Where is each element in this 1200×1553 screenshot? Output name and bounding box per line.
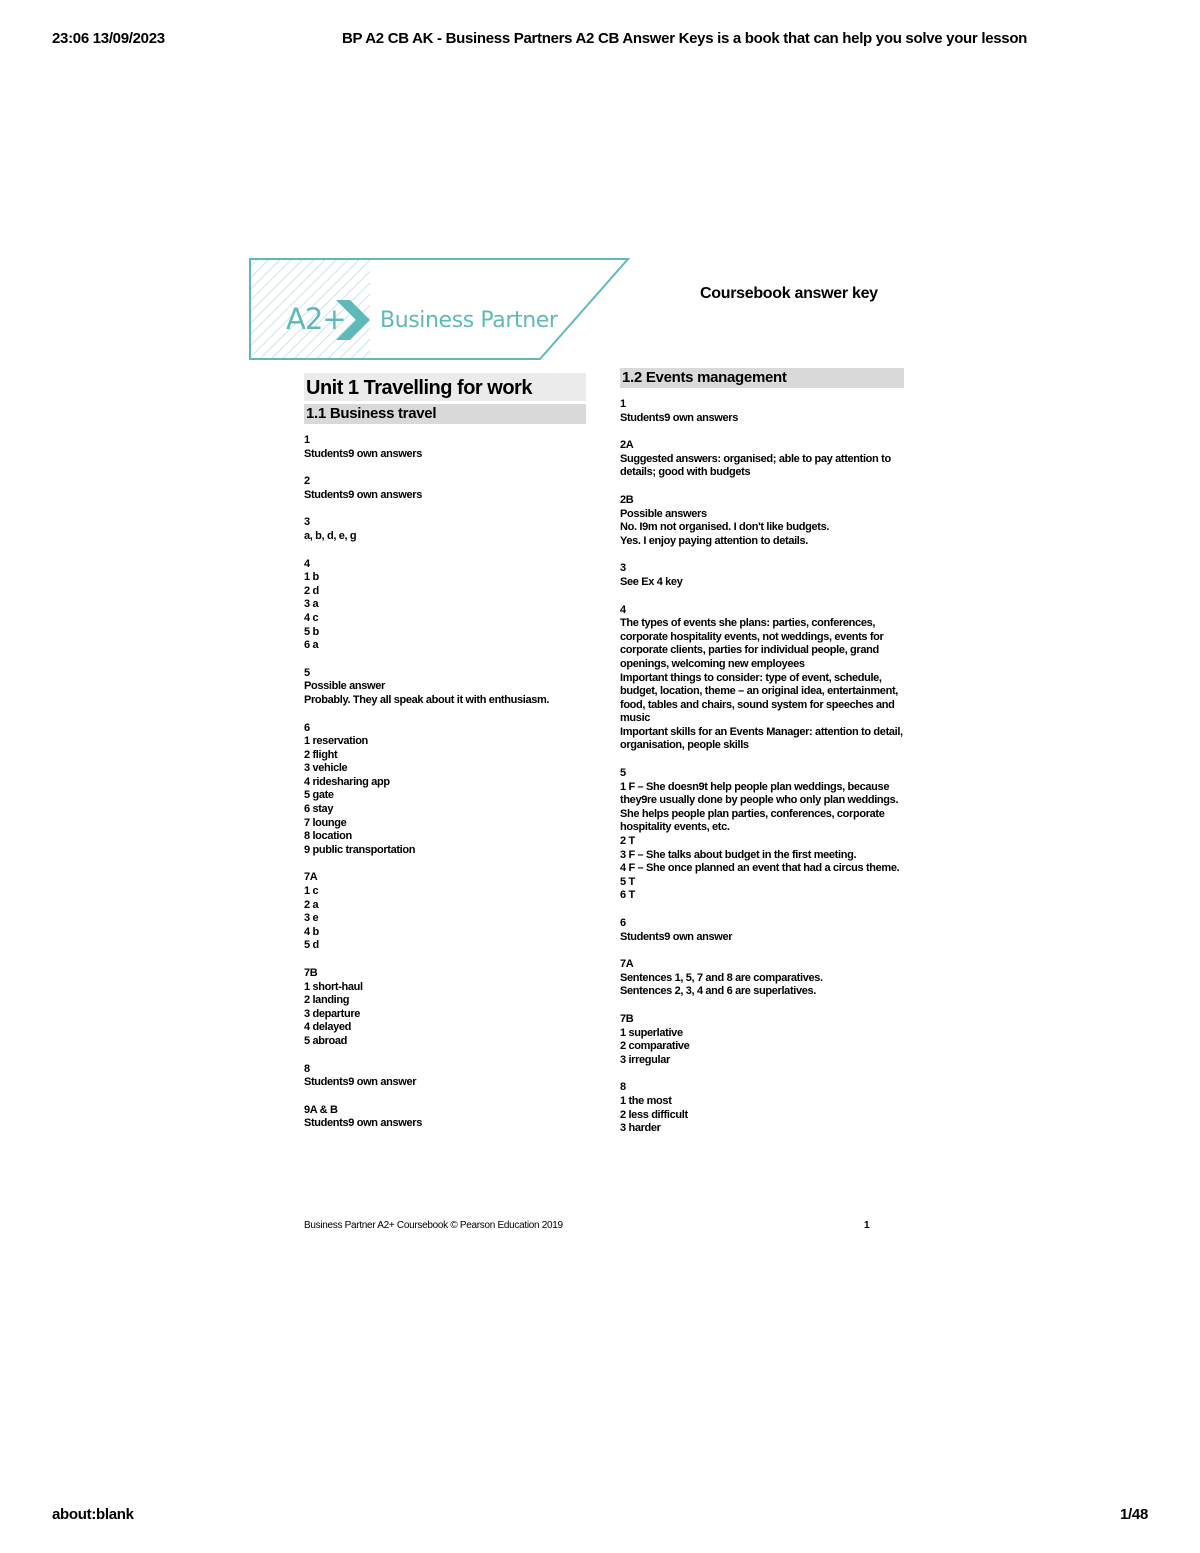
answer-line: Sentences 1, 5, 7 and 8 are comparatives. (620, 971, 823, 984)
exercise-number: 1 (304, 434, 310, 446)
exercise-number: 6 (304, 721, 310, 734)
exercise-number: 1 (620, 398, 626, 410)
answer-line: 2 T (620, 835, 635, 848)
exercise-item (304, 871, 586, 953)
logo-brand: Business Partner (380, 308, 558, 333)
page-footer-copyright: Business Partner A2+ Coursebook © Pearson Education 2019 (304, 1220, 563, 1231)
answer-line: Possible answers (620, 507, 707, 520)
exercise-number: 2 (304, 475, 310, 488)
exercise-number: 5 (304, 666, 310, 679)
print-page-count: 1/48 (1120, 1506, 1148, 1523)
exercise-item (620, 562, 904, 589)
exercise-list (620, 398, 904, 1136)
answer-line: Students9 own answer (620, 930, 733, 943)
exercise-number: 6 (620, 917, 626, 929)
answer-line: 1 F – She doesn9t help people plan weddings, because they9re usually done by people who only plan weddings. She helps people plan parties, conferences, corporate hospitality events, etc. (620, 780, 899, 834)
answer-line: 6 stay (304, 803, 334, 816)
answer-line: 4 b (304, 925, 319, 938)
exercise-number: 4 (304, 557, 310, 570)
answer-line: a, b, d, e, g (304, 529, 357, 542)
answer-line: 3 irregular (620, 1053, 670, 1066)
exercise-list (304, 434, 586, 1131)
answer-line: 9 public transportation (304, 843, 416, 856)
answer-line: 5 T (620, 875, 635, 888)
answer-line: 3 a (304, 598, 319, 611)
answer-line: 5 abroad (304, 1034, 348, 1047)
answer-line: Students9 own answers (304, 447, 422, 460)
answer-line: 2 landing (304, 994, 350, 1007)
exercise-number: 2B (620, 493, 634, 506)
answer-key-heading: Coursebook answer key (700, 285, 878, 302)
answer-line: 6 a (304, 639, 319, 652)
exercise-item (620, 917, 904, 944)
answer-line: 4 delayed (304, 1021, 351, 1034)
exercise-number: 7B (620, 1012, 634, 1025)
section-title-events-management: 1.2 Events management (620, 368, 904, 388)
answer-line: 8 location (304, 830, 352, 843)
print-datetime: 23:06 13/09/2023 (52, 30, 165, 47)
answer-line: Students9 own answer (304, 1076, 417, 1089)
print-header (52, 30, 1148, 50)
left-column (304, 373, 586, 1145)
exercise-item (620, 958, 904, 999)
answer-line: 1 c (304, 885, 319, 898)
answer-line: 7 lounge (304, 816, 347, 829)
logo-level: A2+ (286, 302, 346, 336)
answer-line: Students9 own answers (620, 411, 738, 424)
answer-line: See Ex 4 key (620, 575, 683, 588)
answer-line: Sentences 2, 3, 4 and 6 are superlatives. (620, 985, 816, 998)
answer-line: Students9 own answers (304, 488, 422, 501)
exercise-item (304, 667, 586, 708)
answer-line: 1 reservation (304, 735, 368, 748)
exercise-item (620, 1081, 904, 1135)
exercise-item (304, 475, 586, 502)
exercise-item (304, 434, 586, 461)
answer-line: 4 F – She once planned an event that had a circus theme. (620, 862, 900, 875)
answer-line: Important things to consider: type of event, schedule, budget, location, theme – an original idea, entertainment, food, tables and chairs, sound system for speeches and music (620, 671, 898, 725)
answer-line: Students9 own answers (304, 1117, 422, 1130)
answer-line: 1 b (304, 571, 319, 584)
right-column (620, 368, 904, 1150)
exercise-item (620, 1013, 904, 1067)
exercise-number: 8 (304, 1062, 310, 1075)
answer-line: 2 flight (304, 748, 338, 761)
exercise-item (304, 967, 586, 1049)
exercise-item (304, 558, 586, 653)
answer-line: 1 superlative (620, 1026, 683, 1039)
print-document-title: BP A2 CB AK - Business Partners A2 CB Answer Keys is a book that can help you solve your lesson (342, 30, 1028, 47)
exercise-item (620, 494, 904, 548)
exercise-item (304, 722, 586, 858)
answer-line: 3 departure (304, 1007, 361, 1020)
exercise-number: 7A (304, 871, 318, 884)
answer-line: 2 less difficult (620, 1108, 688, 1121)
exercise-number: 9A & B (304, 1103, 338, 1116)
answer-line: 4 ridesharing app (304, 775, 390, 788)
answer-line: 3 harder (620, 1122, 661, 1135)
exercise-number: 8 (620, 1081, 626, 1094)
print-url: about:blank (52, 1506, 134, 1523)
exercise-item (620, 767, 904, 903)
answer-line: 1 the most (620, 1094, 672, 1107)
answer-line: 5 d (304, 939, 319, 952)
exercise-number: 3 (304, 516, 310, 529)
unit-title: Unit 1 Travelling for work (304, 373, 586, 401)
exercise-number: 4 (620, 603, 626, 616)
answer-line: 2 d (304, 584, 319, 597)
answer-line: No. I9m not organised. I don't like budgets. (620, 521, 830, 534)
answer-line: 1 short-haul (304, 980, 363, 993)
exercise-item (304, 1063, 586, 1090)
exercise-number: 7B (304, 967, 318, 979)
answer-line: 3 vehicle (304, 762, 348, 775)
answer-line: Possible answer (304, 680, 385, 693)
answer-line: 5 b (304, 625, 319, 638)
exercise-number: 3 (620, 562, 626, 575)
exercise-item (304, 516, 586, 543)
answer-line: 2 comparative (620, 1040, 690, 1053)
answer-line: 5 gate (304, 789, 334, 802)
section-title-business-travel: 1.1 Business travel (304, 404, 586, 424)
answer-line: Probably. They all speak about it with enthusiasm. (304, 693, 550, 706)
answer-line: Suggested answers: organised; able to pay attention to details; good with budgets (620, 452, 891, 479)
exercise-item (620, 439, 904, 480)
page-number: 1 (864, 1220, 870, 1231)
answer-line: 2 a (304, 898, 319, 911)
chevron-right-icon (336, 300, 370, 340)
answer-line: Important skills for an Events Manager: attention to detail, organisation, people skills (620, 725, 903, 752)
exercise-item (620, 604, 904, 754)
print-footer (52, 1506, 1148, 1526)
exercise-number: 5 (620, 767, 626, 780)
answer-line: The types of events she plans: parties, conferences, corporate hospitality events, not weddings, events for corporate clients, parties for individual people, grand openings, welcoming new employees (620, 617, 884, 670)
answer-line: 3 F – She talks about budget in the first meeting. (620, 848, 857, 861)
exercise-number: 2A (620, 439, 634, 452)
exercise-item (304, 1104, 586, 1131)
exercise-number: 7A (620, 958, 634, 971)
answer-line: Yes. I enjoy paying attention to details. (620, 534, 808, 547)
answer-line: 6 T (620, 889, 635, 902)
answer-line: 3 e (304, 912, 319, 925)
answer-line: 4 c (304, 611, 319, 624)
exercise-item (620, 398, 904, 425)
